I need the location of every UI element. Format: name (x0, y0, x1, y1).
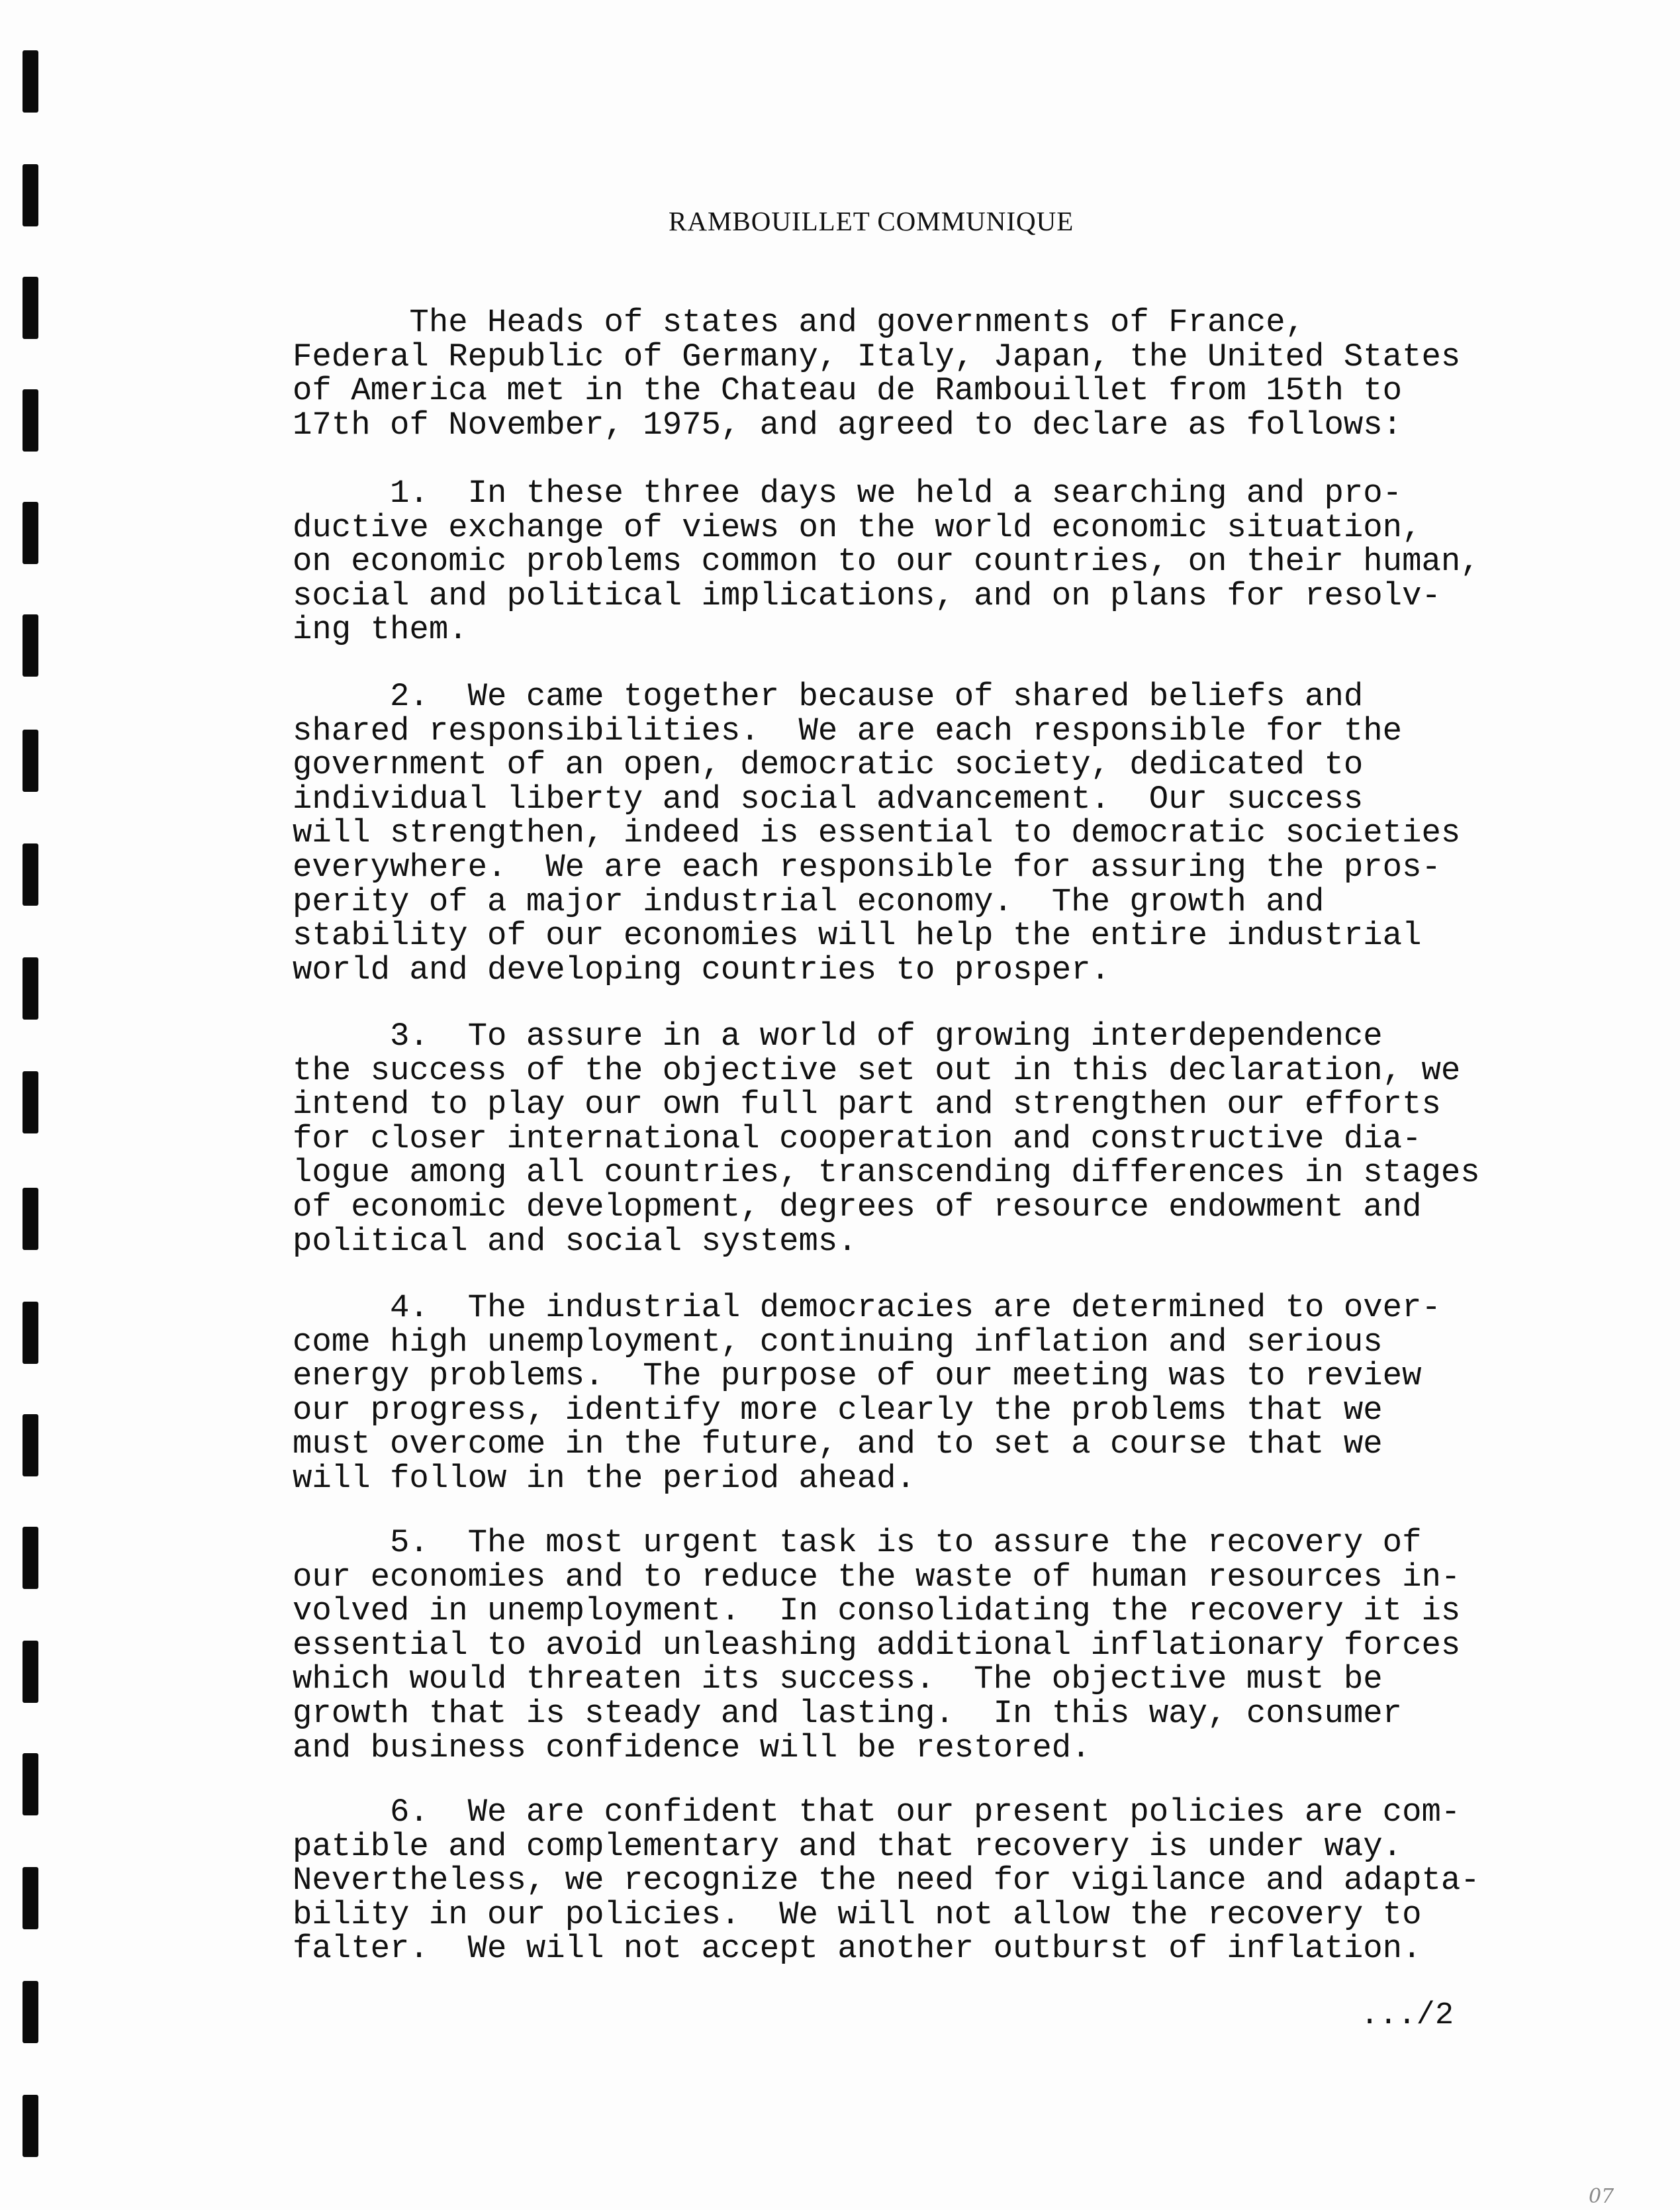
binder-mark (23, 1527, 38, 1589)
page-title: RAMBOUILLET COMMUNIQUE (669, 206, 1074, 236)
binder-mark (23, 2095, 38, 2157)
binder-mark (23, 502, 38, 564)
intro-paragraph: The Heads of states and governments of France, Federal Republic of Germany, Italy, Japan, the United States of America met in the Chateau de Rambouillet from 15th to 17th of November, 1975, and agreed to declare as follows: (293, 304, 1461, 444)
binder-mark (23, 277, 38, 339)
binder-mark (23, 1071, 38, 1133)
binder-mark (23, 389, 38, 452)
binder-mark (23, 957, 38, 1020)
binder-mark (23, 1188, 38, 1250)
binder-mark (23, 730, 38, 792)
binder-mark (23, 1414, 38, 1476)
paragraph-1: 1. In these three days we held a searching and pro- ductive exchange of views on the world economic situation, on economic problems common to our countries, on their human, social and political implications, and on plans for resolv- ing them. (293, 475, 1480, 649)
paragraph-5: 5. The most urgent task is to assure the recovery of our economies and to reduce the waste of human resources in- volved in unemployment. In consolidating the recovery it is essential to avoid unleashing additional inflationary forces which would threaten its success. The objective must be growth that is steady and lasting. In this way, consumer and business confidence will be restored. (293, 1524, 1461, 1766)
paragraph-3: 3. To assure in a world of growing interdependence the success of the objective set out in this declaration, we intend to play our own full part and strengthen our efforts for closer international cooperation and constructive dia- logue among all countries, transcending differences in stages of economic development, degrees of resource endowment and political and social systems. (293, 1018, 1480, 1260)
binder-mark (23, 164, 38, 226)
binder-mark (23, 1641, 38, 1703)
binder-mark (23, 1981, 38, 2043)
binder-mark (23, 1302, 38, 1364)
binder-mark (23, 1867, 38, 1929)
paragraph-2: 2. We came together because of shared beliefs and shared responsibilities. We are each responsible for the government of an open, democratic society, dedicated to individual liberty and social advancement. Our success will strengthen, indeed is essential to democratic societies everywhere. We are each responsible for assuring the pros- perity of a major industrial economy. The growth and stability of our economies will help the entire industrial world and developing countries to prosper. (293, 678, 1461, 988)
binder-mark (23, 50, 38, 113)
paragraph-6: 6. We are confident that our present policies are com- patible and complementary and that recovery is under way. Nevertheless, we recognize the need for vigilance and adapta- bility in our policies. We will not allow the recovery to falter. We will not accept another outburst of inflation. (293, 1794, 1480, 1968)
binder-mark (23, 614, 38, 677)
binder-mark (23, 843, 38, 906)
page-continuation: .../2 (1360, 1998, 1454, 2033)
binder-mark (23, 1753, 38, 1815)
paragraph-4: 4. The industrial democracies are determined to over- come high unemployment, continuing inflation and serious energy problems. The purpose of our meeting was to review our progress, identify more clearly the problems that we must overcome in the future, and to set a course that we will follow in the period ahead. (293, 1289, 1441, 1497)
corner-mark: 07 (1589, 2185, 1614, 2208)
